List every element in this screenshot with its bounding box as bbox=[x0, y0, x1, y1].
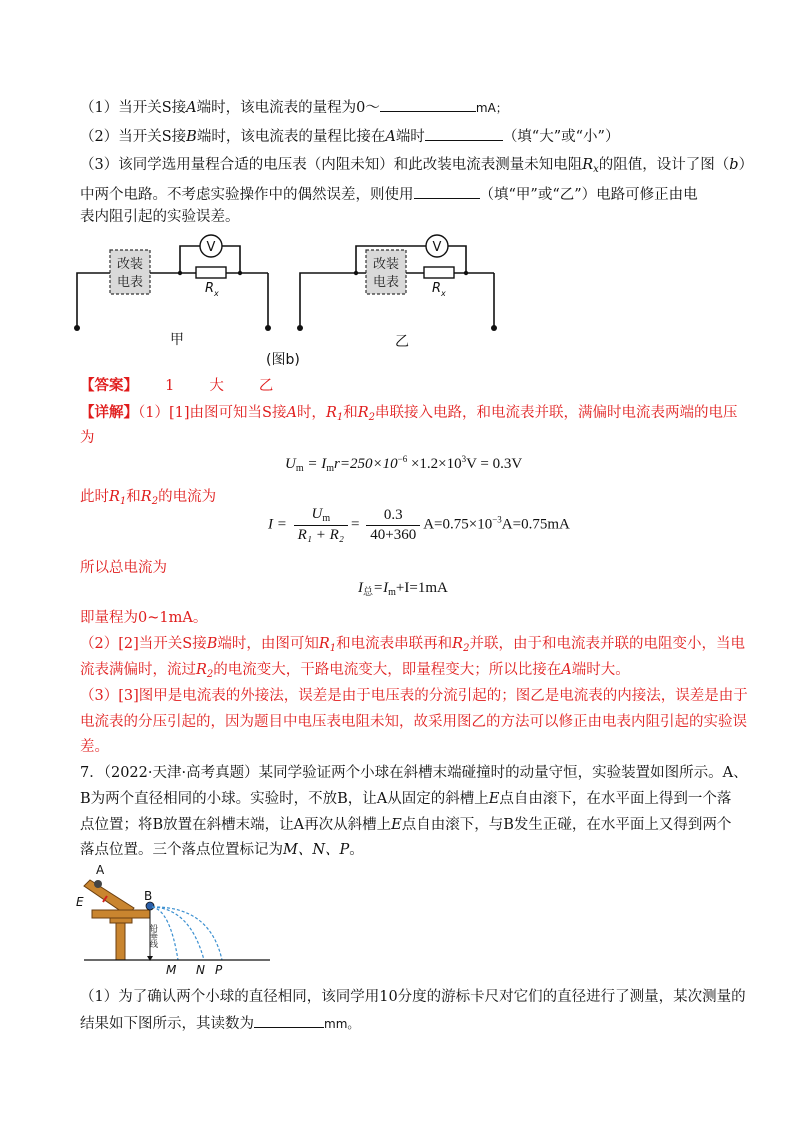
label-yi: 乙 bbox=[395, 334, 409, 350]
var: E bbox=[391, 817, 402, 833]
text: 时， bbox=[296, 405, 326, 421]
var: A bbox=[186, 100, 197, 116]
eq-text: +I=1mA bbox=[395, 580, 448, 596]
var: E bbox=[488, 791, 500, 807]
detail-line10 bbox=[80, 737, 109, 757]
eq-text: V = 0.3V bbox=[466, 456, 523, 472]
text: （1）为了确认两个小球的直径相同，该同学用10分度的游标卡尺对它们的直径进行了测量，某次测量的 bbox=[80, 989, 746, 1005]
text: 点自由滚下，在水平面上得到一个落 bbox=[499, 791, 732, 807]
text: ） bbox=[738, 157, 754, 173]
sub: x bbox=[593, 164, 599, 175]
eq-sub: m bbox=[388, 587, 396, 598]
eq-text: ×1.2×10 bbox=[407, 456, 462, 472]
var: R bbox=[109, 489, 120, 505]
eq-den: 40+360 bbox=[370, 526, 417, 543]
box-text-1: 改装 bbox=[116, 257, 144, 272]
text: 中两个电路。不考虑实验操作中的偶然误差，则使用 bbox=[80, 187, 414, 203]
rx-sub: x bbox=[441, 289, 446, 298]
detail-line1 bbox=[80, 403, 738, 428]
text: 和 bbox=[126, 489, 141, 505]
eq-var: U bbox=[311, 506, 323, 522]
text: 电流表的分压引起的，因为题目中电压表电阻未知，故采用图乙的方法可以修正由电表内阻引起的实验误 bbox=[80, 714, 747, 730]
rx-sub: x bbox=[214, 289, 219, 298]
q7-line3 bbox=[80, 815, 731, 835]
eq-var: U bbox=[285, 456, 296, 472]
detail-line4 bbox=[80, 558, 167, 578]
label-p: P bbox=[215, 963, 223, 977]
var: B bbox=[206, 636, 218, 652]
text: 即量程为0~1mA。 bbox=[80, 610, 208, 626]
text: 7．（2022·天津·高考真题）某同学验证两个小球在斜槽末端碰撞时的动量守恒，实验装置如图所示。A、 bbox=[80, 765, 748, 781]
collision-apparatus-figure bbox=[70, 862, 270, 977]
text: （2）当开关S接 bbox=[80, 129, 187, 145]
detail-line7 bbox=[80, 660, 630, 685]
eq-sup: −3 bbox=[492, 514, 502, 525]
var: R bbox=[318, 636, 330, 652]
answer-blank-2[interactable] bbox=[425, 125, 503, 141]
eq-sup: 3 bbox=[461, 454, 467, 464]
var: R bbox=[357, 405, 369, 421]
equation-1 bbox=[285, 454, 522, 474]
detail-line9 bbox=[80, 712, 747, 732]
var: R bbox=[452, 636, 464, 652]
equation-2 bbox=[268, 506, 570, 544]
resistor-rx-right bbox=[424, 267, 454, 278]
answer-value-1: 1 bbox=[165, 378, 175, 394]
var: b bbox=[729, 157, 739, 173]
sub: 1 bbox=[119, 496, 127, 507]
text: 所以总电流为 bbox=[80, 560, 167, 576]
eq-sup: −6 bbox=[397, 454, 408, 464]
ball-a bbox=[94, 880, 102, 888]
text: 的电流为 bbox=[158, 489, 217, 505]
terminal-right-b bbox=[491, 325, 497, 331]
figure-caption: (图b) bbox=[266, 352, 300, 368]
eq-sub: m bbox=[326, 463, 335, 474]
text: 差。 bbox=[80, 739, 109, 755]
voltmeter-label: V bbox=[206, 240, 216, 255]
text: 和电流表串联再和 bbox=[336, 636, 453, 652]
detail-label: 【详解】 bbox=[80, 404, 138, 421]
unit: mA； bbox=[475, 101, 508, 115]
text: 此时 bbox=[80, 489, 109, 505]
answer-blank-q7-1[interactable] bbox=[254, 1012, 324, 1028]
text: 串联接入电路，和电流表并联，满偏时电流表两端的电压 bbox=[375, 405, 738, 421]
text: 并联，由于和电流表并联的电阻变小，当电 bbox=[469, 636, 745, 652]
unit: mm。 bbox=[324, 1017, 360, 1031]
sub: 1 bbox=[329, 643, 337, 654]
q7-sub1-line2 bbox=[80, 1012, 359, 1034]
q7-line4 bbox=[80, 840, 364, 860]
answer-line bbox=[80, 376, 273, 396]
sub: 1 bbox=[336, 412, 344, 423]
label-jia: 甲 bbox=[170, 332, 184, 348]
terminal-right-a bbox=[297, 325, 303, 331]
trajectory-p bbox=[149, 907, 222, 960]
box-text-1: 改装 bbox=[372, 257, 400, 272]
q6-part1 bbox=[80, 96, 508, 118]
eq-text: r=250×10 bbox=[334, 456, 398, 472]
sub: 2 bbox=[368, 412, 376, 423]
text: 。 bbox=[349, 842, 364, 858]
label-plumb-line: 铅垂线 bbox=[149, 924, 159, 948]
text: （填“甲”或“乙”）电路可修正由电 bbox=[479, 187, 698, 203]
eq-text: A=0.75×10 bbox=[423, 516, 493, 533]
eq-var: I = bbox=[268, 516, 287, 533]
q6-part3-line1 bbox=[80, 155, 753, 180]
eq-text: = bbox=[351, 516, 360, 533]
text: （1）[1]由图可知当S接 bbox=[138, 405, 287, 421]
box-text-2: 电表 bbox=[372, 275, 400, 290]
var: A bbox=[561, 662, 572, 678]
equation-3 bbox=[358, 580, 448, 598]
answer-value-3: 乙 bbox=[258, 378, 274, 394]
fraction-1 bbox=[294, 506, 348, 544]
text: （3）该同学选用量程合适的电压表（内阻未知）和此改装电流表测量未知电阻 bbox=[80, 157, 583, 173]
eq-sub: 总 bbox=[363, 587, 373, 598]
figure-b-circuits bbox=[60, 230, 540, 370]
var: A bbox=[286, 405, 297, 421]
var: B bbox=[186, 129, 197, 145]
q6-part2 bbox=[80, 125, 619, 147]
label-m: M bbox=[166, 963, 177, 977]
resistor-rx-left bbox=[196, 267, 226, 278]
text: 点位置；将B放置在斜槽末端，让A再次从斜槽上 bbox=[80, 817, 392, 833]
detail-line6 bbox=[80, 634, 745, 659]
circuit-jia bbox=[74, 235, 271, 348]
sub: 2 bbox=[206, 669, 214, 680]
text: 端时 bbox=[395, 129, 425, 145]
text: 端时，由图可知 bbox=[217, 636, 319, 652]
text: 的电流变大，干路电流变大，即量程变大；所以比接在 bbox=[213, 662, 562, 678]
q6-part3-line2 bbox=[80, 183, 698, 205]
detail-line2 bbox=[80, 428, 95, 448]
terminal-left-a bbox=[74, 325, 80, 331]
fraction-2 bbox=[366, 507, 420, 544]
text: B为两个直径相同的小球。实验时，不放B，让A从固定的斜槽上 bbox=[80, 791, 489, 807]
text: 端时，该电流表的量程为0～ bbox=[196, 100, 380, 116]
q7-line1 bbox=[80, 763, 748, 783]
eq-den: R₁ + R₂ bbox=[297, 527, 345, 543]
text: 和 bbox=[343, 405, 358, 421]
var: R bbox=[325, 405, 337, 421]
answer-value-2: 大 bbox=[209, 378, 224, 394]
box-text-2: 电表 bbox=[116, 275, 144, 290]
text: （3）[3]图甲是电流表的外接法，误差是由于电压表的分流引起的；图乙是电流表的内接法，误差是由于 bbox=[80, 688, 748, 704]
sub: 2 bbox=[151, 496, 159, 507]
terminal-left-b bbox=[265, 325, 271, 331]
answer-blank-1[interactable] bbox=[380, 96, 476, 112]
text: 的阻值，设计了图（ bbox=[598, 157, 730, 173]
circuit-yi bbox=[297, 235, 497, 350]
label-b: B bbox=[144, 889, 153, 903]
q6-part3-line3 bbox=[80, 207, 240, 227]
text: 落点位置。三个落点位置标记为 bbox=[80, 842, 283, 858]
eq-var: I bbox=[358, 580, 363, 596]
var: A bbox=[385, 129, 396, 145]
text: 结果如下图所示，其读数为 bbox=[80, 1016, 254, 1032]
text: 端时，该电流表的量程比接在 bbox=[196, 129, 386, 145]
var: M、N、P bbox=[283, 842, 350, 858]
detail-line8 bbox=[80, 686, 748, 706]
var: R bbox=[582, 157, 594, 173]
eq-var: = I bbox=[303, 456, 327, 472]
sub: 2 bbox=[463, 643, 470, 654]
label-e: E bbox=[76, 895, 84, 909]
eq-sub: m bbox=[322, 513, 331, 524]
rx-label: R bbox=[432, 281, 442, 296]
eq-sub: m bbox=[295, 463, 304, 474]
ball-b bbox=[146, 902, 154, 910]
text: （2）[2]当开关S接 bbox=[80, 636, 207, 652]
answer-label: 【答案】 bbox=[80, 377, 138, 394]
label-a: A bbox=[96, 863, 105, 877]
answer-blank-3[interactable] bbox=[414, 183, 480, 199]
q7-sub1-line1 bbox=[80, 987, 746, 1007]
eq-var: =I bbox=[373, 580, 389, 596]
text: 表内阻引起的实验误差。 bbox=[80, 209, 240, 225]
support-leg bbox=[116, 918, 125, 960]
eq-num: 0.3 bbox=[366, 507, 420, 526]
text: 端时大。 bbox=[571, 662, 630, 678]
q7-line2 bbox=[80, 789, 731, 809]
trajectory-n bbox=[149, 907, 204, 960]
text: （填“大”或“小”） bbox=[502, 129, 620, 145]
eq-text: A=0.75mA bbox=[501, 516, 570, 533]
voltmeter-label: V bbox=[432, 240, 442, 255]
var: R bbox=[196, 662, 207, 678]
text: 为 bbox=[80, 430, 95, 446]
text: （1）当开关S接 bbox=[80, 100, 187, 116]
label-n: N bbox=[196, 963, 205, 977]
horizontal-track bbox=[92, 910, 150, 918]
var: R bbox=[140, 489, 152, 505]
text: 流表满偏时，流过 bbox=[80, 662, 196, 678]
rx-label: R bbox=[205, 281, 215, 296]
detail-line5 bbox=[80, 608, 207, 628]
detail-line3 bbox=[80, 487, 216, 512]
text: 点自由滚下，与B发生正碰，在水平面上又得到两个 bbox=[401, 817, 732, 833]
